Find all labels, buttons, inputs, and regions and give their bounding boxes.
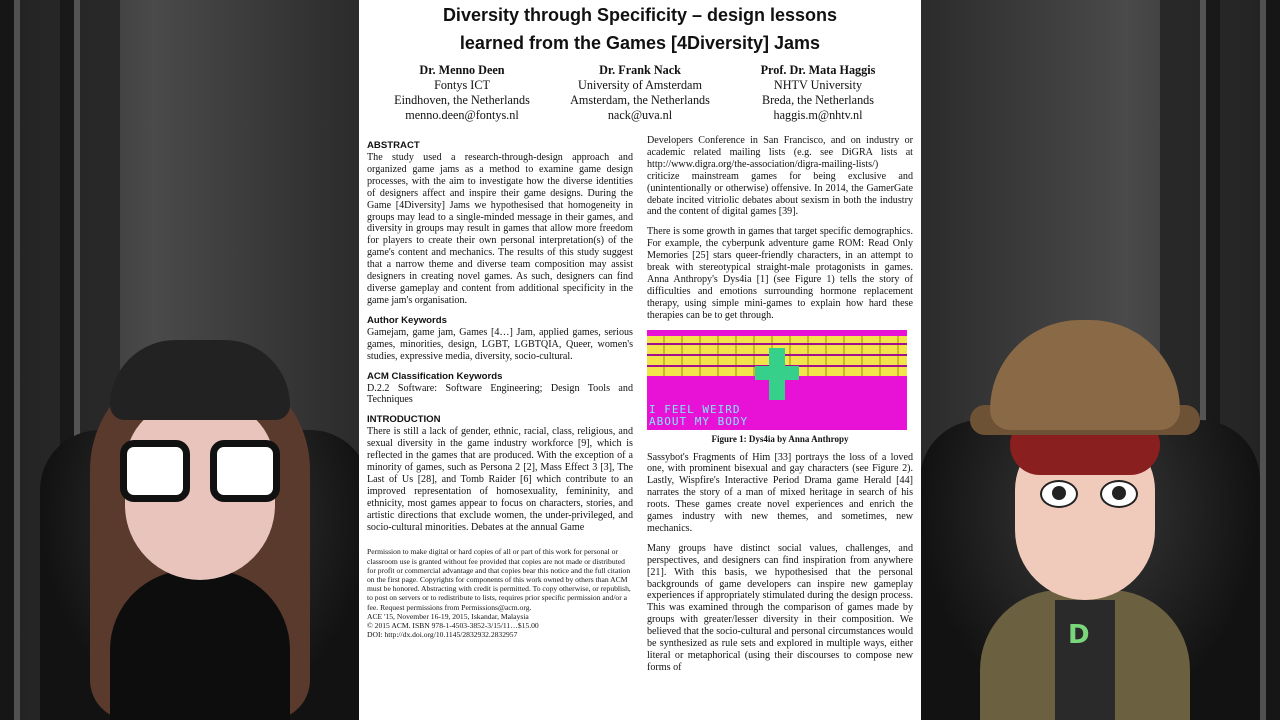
right-paragraph-3: Sassybot's Fragments of Him [33] portrays the loss of a loved one, with prominent bisexual and gay characters (see Figure 2). Lastly, Wispfire's Interactive Period Drama game Herald [44] narrates the story of a man of mixed heritage in search of his roots. These games create novel experiences and enrich the games industry with new themes, and sometimes, new mechanics.	[647, 451, 913, 534]
right-paragraph-1: Developers Conference in San Francisco, and on industry or academic related mailing lists (e.g. see DiGRA lists at http://www.digra.org/the-association/digra-mailing-lists/) criticize mainstream games for being exclusive and (unintentionally or otherwise) offensive. In 2014, the GamerGate debate incited vitriolic debates about sexism in both the industry and the content of digital games [39].	[647, 135, 913, 218]
figure-1-caption: Figure 1: Dys4ia by Anna Anthropy	[711, 433, 849, 444]
author-block	[359, 63, 921, 123]
acm-text: D.2.2 Software: Software Engineering; Design Tools and Techniques	[367, 382, 633, 406]
keywords-text: Gamejam, game jam, Games [4…] Jam, applied games, serious games, minorities, design, LGBT, LGBTQIA, Queer, women's studies, expressive media, diversity, socio-cultural.	[367, 326, 633, 362]
right-column	[647, 135, 913, 682]
abstract-heading: ABSTRACT	[367, 140, 420, 151]
left-host-avatar	[70, 330, 330, 720]
acm-heading: ACM Classification Keywords	[367, 370, 503, 382]
glasses-left	[120, 440, 190, 502]
right-paragraph-4: Many groups have distinct social values, challenges, and perspectives, and designers can find inspiration from anywhere [21]. With this basis, we hypothesised that the personal backgrounds of game developers can inspire new gameplay experiences if appropriately stimulated during the design process. This was examined through the comparison of games made by groups with greater/lesser diversity in their composition. We believed that the socio-cultural and personal circumstances would be synthesized as rule sets and explored in multiple ways, either literal or metaphorical (using their discourses to compose new forms of	[647, 542, 913, 673]
author-1: Dr. Menno Deen Fontys ICT Eindhoven, the Netherlands menno.deen@fontys.nl	[394, 63, 530, 122]
glasses-right	[210, 440, 280, 502]
paper-page	[359, 0, 921, 720]
intro-text: There is still a lack of gender, ethnic, racial, class, religious, and sexual diversity in the game industry workforce [9], which is reflected in the games that are produced. With the exception of a minority of games, such as Persona 2 [2], Mass Effect 3 [3], The Last of Us [28], and Tomb Raider [6] which contribute to an improved representation of homosexuality, femininity, and ethnicity, most games appear to focus on characters, stories, and artistic directions that exclude women, the under-privileged, and socio-cultural minorities. Debates at the annual Game	[367, 426, 633, 533]
abstract-text: The study used a research-through-design approach and organized game jams as a method to examine game design processes, with the aim to investigate how the diverse identities of designers affect and inspire their game designs. During the Game [4Diversity] Jams we hypothesised that homogeneity in groups may lead to a single-minded message in their games, and diversity in groups may result in games that allow more freedom for players to create their own personal interpretation(s) of the game's content and mechanics. The results of this study suggest that a narrow theme and diverse team composition may assist designers in creating novel games. As such, designers can find diverse gameplay and content from additional specificity in the game jam's organisation.	[367, 152, 633, 306]
permission-notice: Permission to make digital or hard copies of all or part of this work for personal or classroom use is granted without fee provided that copies are not made or distributed for profit or commercial advantage and that copies bear this notice and the full citation on the first page. Copyrights for components of this work owned by others than ACM must be honored. Abstracting with credit is permitted. To copy otherwise, or republish, to post on servers or to redistribute to lists, requires prior specific permission and/or a fee. Request permissions from Permissions@acm.org. ACE '15, November 16-19, 2015, Iskandar, Malaysia © 2015 ACM. ISBN 978-1-4503-3852-3/15/11…$15.00 DOI: http://dx.doi.org/10.1145/2832932.2832957	[367, 547, 631, 640]
author-3: Prof. Dr. Mata Haggis NHTV University Breda, the Netherlands haggis.m@nhtv.nl	[760, 63, 876, 122]
keywords-heading: Author Keywords	[367, 314, 447, 326]
figure-game-text: I FEEL WEIRD ABOUT MY BODY	[649, 402, 749, 428]
figure-1-image	[647, 330, 907, 430]
right-host-avatar	[960, 320, 1210, 720]
right-paragraph-2: There is some growth in games that target specific demographics. For example, the cyberpunk adventure game ROM: Read Only Memories [25] stars queer-friendly characters, in an attempt to break with stereotypical straight-male protagonists in games. Anna Anthropy's Dys4ia [1] (see Figure 1) tells the story of difficulties and emotions surrounding hormone replacement therapy, using simple mini-games to explain how hard these therapies can be to get through.	[647, 226, 913, 321]
shirt-logo: D	[1068, 620, 1090, 650]
left-column	[367, 135, 633, 682]
intro-heading: INTRODUCTION	[367, 414, 441, 426]
author-2: Dr. Frank Nack University of Amsterdam Amsterdam, the Netherlands nack@uva.nl	[570, 63, 710, 122]
paper-title: Diversity through Specificity – design lessons learned from the Games [4Diversity] Jams	[442, 5, 838, 53]
